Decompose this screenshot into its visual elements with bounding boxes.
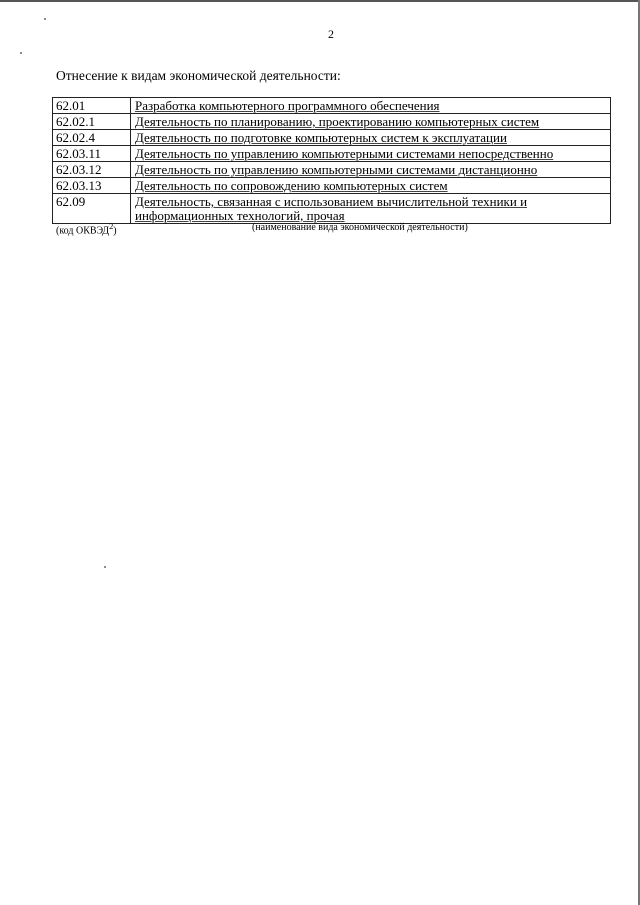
section-heading: Отнесение к видам экономической деятельности: (56, 68, 341, 83)
activity-name: Деятельность, связанная с использованием вычислительной техники и информационных технологий, прочая (131, 194, 611, 224)
okved-code: 62.03.11 (53, 146, 131, 162)
scan-speck (20, 52, 22, 54)
table-row (53, 178, 611, 194)
table-row (53, 194, 611, 224)
scan-speck (104, 566, 106, 568)
table-row (53, 130, 611, 146)
okved-code: 62.02.4 (53, 130, 131, 146)
footnote-marker: 2 (109, 222, 114, 231)
table-row (53, 98, 611, 114)
okved-code-caption: (код ОКВЭД$^2$) (56, 222, 117, 237)
activity-name: Деятельность по подготовке компьютерных систем к эксплуатации (131, 130, 611, 146)
activity-name: Деятельность по планированию, проектированию компьютерных систем (131, 114, 611, 130)
okved-code: 62.01 (53, 98, 131, 114)
activity-name: Разработка компьютерного программного обеспечения (131, 98, 611, 114)
activity-name: Деятельность по управлению компьютерными системами дистанционно (131, 162, 611, 178)
okved-activities-table (52, 97, 611, 224)
activity-name-caption: (наименование вида экономической деятельности) (252, 222, 468, 233)
table-row (53, 114, 611, 130)
okved-code: 62.03.13 (53, 178, 131, 194)
page-number: 2 (328, 27, 334, 41)
table-row (53, 146, 611, 162)
okved-code: 62.02.1 (53, 114, 131, 130)
page-top-edge (0, 0, 640, 2)
okved-code: 62.03.12 (53, 162, 131, 178)
activity-name: Деятельность по сопровождению компьютерных систем (131, 178, 611, 194)
activity-name: Деятельность по управлению компьютерными системами непосредственно (131, 146, 611, 162)
table-row (53, 162, 611, 178)
scan-speck (44, 18, 46, 20)
okved-code: 62.09 (53, 194, 131, 224)
